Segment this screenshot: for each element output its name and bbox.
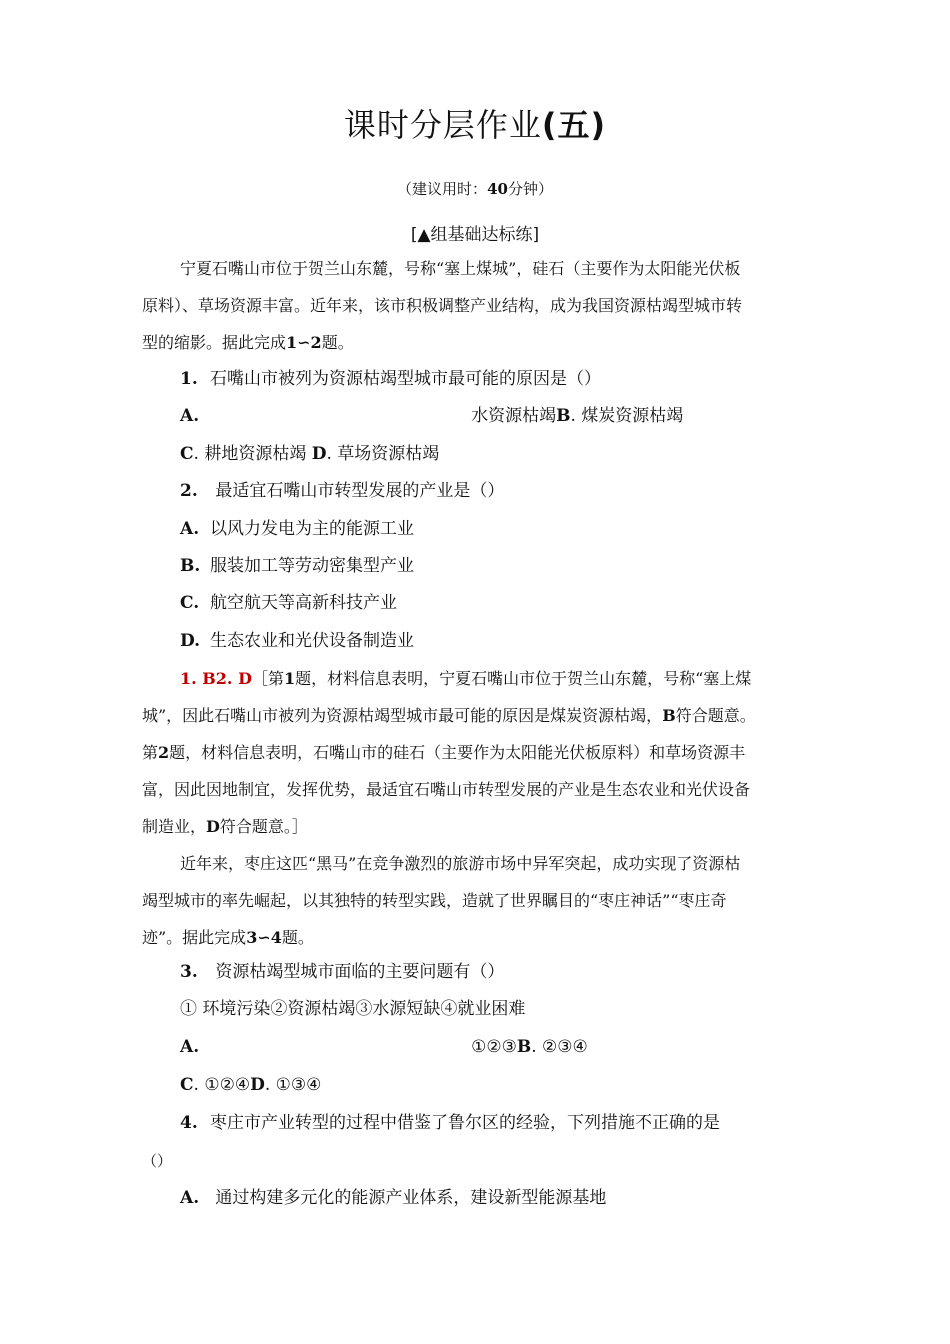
question-1-stem — [180, 366, 601, 392]
option-label: B. — [180, 556, 201, 576]
passage-text: 题。 — [321, 333, 354, 352]
suggested-time — [0, 178, 950, 199]
question-number: 4. — [180, 1113, 198, 1133]
answer-key: 1. B2. D — [180, 669, 252, 688]
answer-text: 第 — [142, 743, 159, 762]
question-text: 资源枯竭型城市面临的主要问题有（） — [215, 962, 505, 982]
answer-text: 符合题意。 — [675, 706, 756, 725]
option-text: 生态农业和光伏设备制造业 — [210, 631, 414, 651]
option-a-text: 水资源枯竭 — [471, 406, 557, 426]
question-2-stem — [180, 478, 504, 504]
option-label: A. — [180, 1037, 200, 1057]
question-3-options-ab — [180, 1034, 588, 1060]
option-label: C. — [180, 593, 200, 613]
question-number: 1. — [180, 369, 198, 389]
option-text: 服装加工等劳动密集型产业 — [210, 556, 414, 576]
answer-text: D — [206, 817, 220, 836]
passage-1-line: 宁夏石嘴山市位于贺兰山东麓，号称“塞上煤城”，硅石（主要作为太阳能光伏板 — [180, 259, 741, 278]
question-1-options-ab — [180, 403, 683, 429]
option-d-text: . ①③④ — [264, 1075, 322, 1095]
passage-2 — [142, 845, 814, 956]
passage-text: 题。 — [281, 928, 314, 947]
question-2-option-a — [180, 516, 414, 542]
title-number: (五) — [541, 106, 607, 144]
passage-1-line — [142, 324, 814, 361]
question-number: 3. — [180, 962, 198, 982]
page-title — [0, 100, 950, 146]
option-b-text: . 煤炭资源枯竭 — [570, 406, 684, 426]
passage-2-line: 近年来，枣庄这匹“黑马”在竞争激烈的旅游市场中异军突起，成功实现了资源枯 — [180, 854, 741, 873]
question-text: 石嘴山市被列为资源枯竭型城市最可能的原因是（） — [210, 369, 601, 389]
question-4-option-a — [180, 1185, 606, 1211]
answer-text: 1 — [283, 669, 296, 688]
answer-text: 城”，因此石嘴山市被列为资源枯竭型城市最可能的原因是煤炭资源枯竭， — [142, 706, 663, 725]
passage-text: 迹”。据此完成 — [142, 928, 247, 947]
section-heading: [▲组基础达标练] — [410, 225, 540, 245]
question-3-items: ① 环境污染②资源枯竭③水源短缺④就业困难 — [180, 999, 526, 1019]
answer-text: 2 — [158, 743, 170, 762]
passage-2-line — [142, 919, 814, 956]
question-text: 枣庄市产业转型的过程中借鉴了鲁尔区的经验，下列措施不正确的是 — [210, 1113, 720, 1133]
question-2-option-d — [180, 628, 414, 654]
question-1-options-cd — [180, 441, 439, 467]
option-label: A. — [180, 406, 200, 426]
answer-text: 符合题意。］ — [219, 817, 308, 836]
option-d-text: . 草场资源枯竭 — [326, 444, 440, 464]
answer-explanation-1-2 — [142, 660, 814, 845]
option-label: B — [516, 1037, 532, 1057]
question-4-answer-paren: （） — [142, 1152, 173, 1170]
suggested-time-prefix: （建议用时： — [397, 180, 488, 198]
question-text: 最适宜石嘴山市转型发展的产业是（） — [215, 481, 505, 501]
option-label: D — [250, 1075, 265, 1095]
answer-text: 制造业， — [142, 817, 207, 836]
option-a-text: ①②③ — [471, 1037, 517, 1057]
answer-text: ［第 — [251, 669, 284, 688]
question-number: 2. — [180, 481, 198, 501]
passage-2-line: 竭型城市的率先崛起，以其独特的转型实践，造就了世界瞩目的“枣庄神话”“枣庄奇 — [142, 891, 727, 910]
option-label: C — [180, 444, 194, 464]
option-label: D. — [180, 631, 201, 651]
question-4-stem — [180, 1110, 720, 1136]
answer-text: 题，材料信息表明，石嘴山市的硅石（主要作为太阳能光伏板原料）和草场资源丰 — [169, 743, 746, 762]
answer-text: 题，材料信息表明，宁夏石嘴山市位于贺兰山东麓，号称“塞上煤 — [295, 669, 752, 688]
title-text: 课时分层作业 — [343, 106, 542, 144]
question-range: 1∽2 — [286, 333, 322, 352]
answer-line — [142, 697, 814, 734]
passage-1-line: 原料）、草场资源丰富。近年来，该市积极调整产业结构，成为我国资源枯竭型城市转 — [142, 296, 743, 315]
question-range: 3∽4 — [246, 928, 282, 947]
answer-line — [142, 808, 814, 845]
option-b-text: . ②③④ — [531, 1037, 588, 1057]
answer-line — [142, 660, 814, 697]
answer-line — [142, 734, 814, 771]
suggested-time-minutes: 40 — [487, 180, 508, 198]
answer-line: 富，因此因地制宜，发挥优势，最适宜石嘴山市转型发展的产业是生态农业和光伏设备 — [142, 780, 751, 799]
option-text: 以风力发电为主的能源工业 — [210, 519, 414, 539]
question-3-options-cd — [180, 1072, 321, 1098]
question-3-stem — [180, 959, 504, 985]
option-label: A. — [180, 519, 200, 539]
option-c-text: . 耕地资源枯竭 — [193, 444, 307, 464]
passage-text: 型的缩影。据此完成 — [142, 333, 287, 352]
option-text: 通过构建多元化的能源产业体系，建设新型能源基地 — [215, 1188, 607, 1208]
option-text: 航空航天等高新科技产业 — [210, 593, 397, 613]
answer-text: B — [662, 706, 676, 725]
option-label: C — [180, 1075, 194, 1095]
question-2-option-b — [180, 553, 414, 579]
suggested-time-suffix: 分钟） — [507, 180, 553, 198]
option-label: A. — [180, 1188, 200, 1208]
passage-1 — [142, 250, 814, 361]
option-label: B — [556, 406, 571, 426]
option-label: D — [311, 444, 327, 464]
question-2-option-c — [180, 590, 397, 616]
option-c-text: . ①②④ — [193, 1075, 251, 1095]
